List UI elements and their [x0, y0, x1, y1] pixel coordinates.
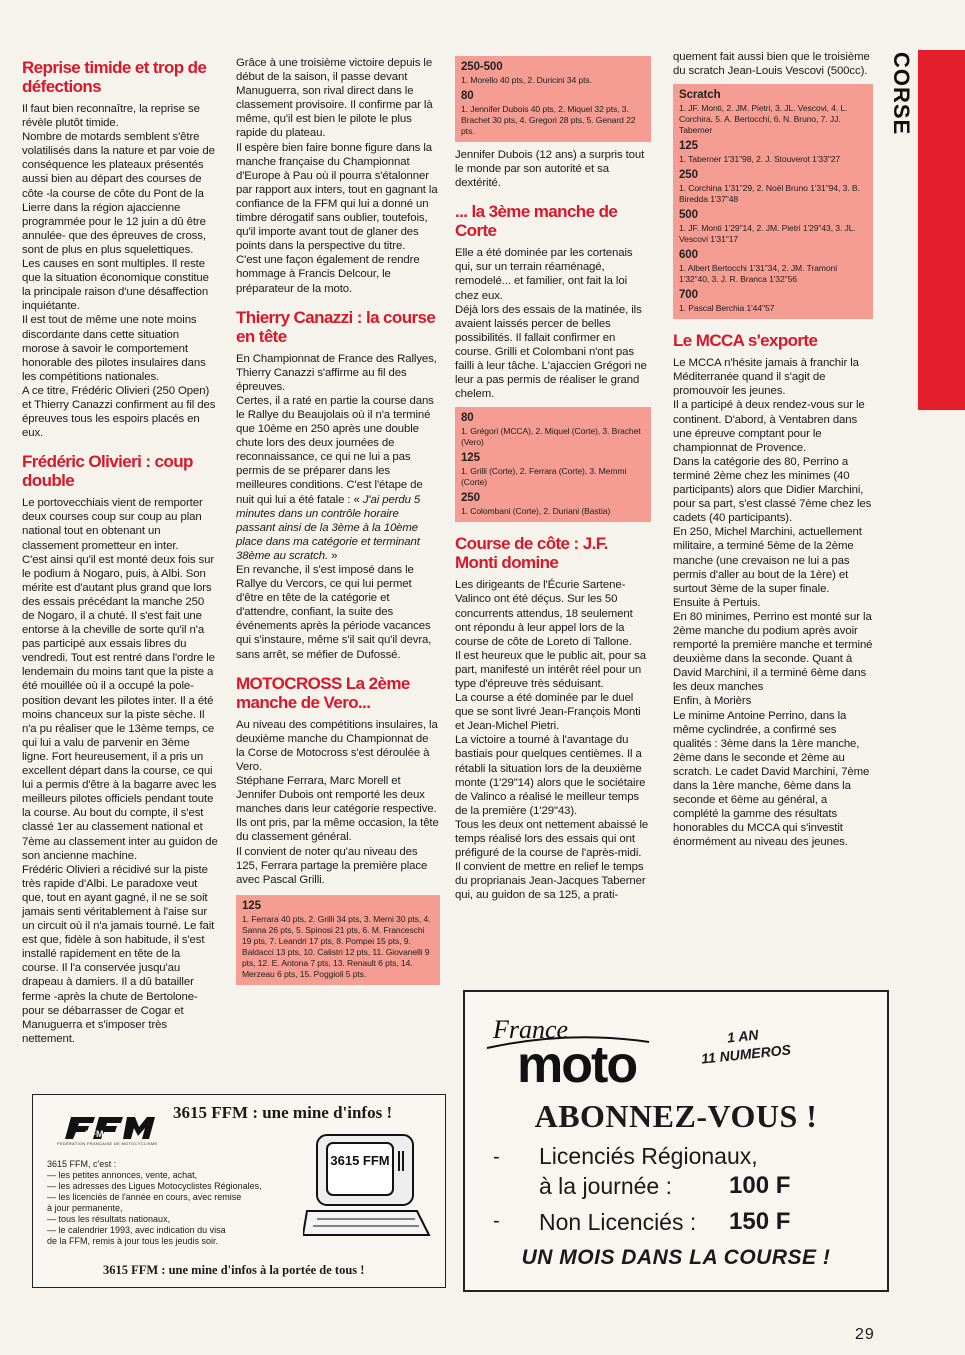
paragraph: En revanche, il s'est imposé dans le Rallye du Vercors, ce qui lui permet d'être en tête de la catégorie et d'attendre, confiant, la suite des événements après la période vacances qui s'instaure, même s'il sait qu'il devra, sans arrêt, se méfier de Dufossé. — [236, 564, 432, 661]
ffm-intro: 3615 FFM, c'est : — [47, 1159, 117, 1169]
fm-dash: - — [493, 1210, 500, 1232]
paragraph: Il est tout de même une note moins discordante dans cette situation morose à savoir le comportement honorable des pilotes insulaires dans les compétitions nationales. — [22, 314, 206, 383]
results-line: 1. Taberner 1'31"98, 2. J. Stouverot 1'33"27 — [679, 154, 841, 165]
paragraph: Tous les deux ont nettement abaissé le temps réalisé lors des essais qui ont préfiguré de la course de l'après-midi. — [455, 818, 649, 860]
paragraph: C'est ainsi qu'il est monté deux fois sur le podium à Nogaro, puis, à Albi. Son mérite est d'autant plus grand que lors des essais précédant la manche 250 de Nogaro, il a chuté. Il s'est fait une entorse à la cheville de sorte qu'il n'a pas participé aux essais libres du vendredi. Tout est rentré dans l'ordre le lendemain du moins tant que la piste a été mouillée où il a occupé la pole-position devant les pilotes inter. Il a été moins chanceux sur la piste sèche. Il n'a pu réaliser que le 13ème temps, ce qui lui a valu de parvenir en 3ème ligne. Fort heureusement, il a pris un excellent départ dans la course, ce qui lui a permis d'être à la bagarre avec les meilleurs pilotes officiels pendant toute la course. Au bout du compte, il s'est classé 1er au classement national et 7ème au classement inter au guidon de son ancienne machine. — [22, 553, 218, 862]
paragraph: A ce titre, Frédéric Olivieri (250 Open) et Thierry Canazzi confirment au fil des épreuves tous les espoirs placés en eux. — [22, 384, 216, 440]
section-tag: CORSE — [889, 52, 914, 136]
results-category: 600 — [679, 249, 698, 262]
fm-row1-label1: Licenciés Régionaux, — [539, 1143, 758, 1169]
svg-text:FFM: FFM — [85, 1129, 104, 1139]
paragraph: La course a été dominée par le duel que se sont livré Jean-François Monti et Jean-Michel Pietri. — [455, 692, 641, 733]
results-category: 80 — [461, 412, 474, 425]
ffm-item: — les adresses des Ligues Motocyclistes Régionales, — [47, 1181, 262, 1191]
results-category: 125 — [242, 899, 261, 912]
heading-course-de-cote: Course de côte : J.F. Monti domine — [455, 534, 608, 573]
heading-olivieri: Frédéric Olivieri : coup double — [22, 452, 193, 491]
paragraph: Ils ont pris, par la même occasion, la tête du classement général. — [236, 817, 439, 844]
ffm-bottom-line: 3615 FFM : une mine d'infos à la portée de tous ! — [103, 1263, 365, 1277]
text-run: Certes, il a raté en partie la course dans le Rallye du Beaujolais où il n'a terminé que 10ème en 250 après une double chute lors des deux journées de reconnaissance, ce qui ne lui a pas permis de se préparer dans les meilleures conditions. C'est l'étape de nuit qui lui a été fatale : « — [236, 394, 434, 506]
column-1 — [22, 56, 218, 1046]
paragraph: Il est heureux que le public ait, pour sa part, manifesté un intérêt réel pour un type d'épreuve très séduisant. — [455, 649, 646, 690]
france-moto-advertisement — [463, 990, 889, 1292]
column-2 — [236, 56, 440, 985]
fm-tag-1: 1 AN — [726, 1026, 760, 1046]
paragraph: Il espère bien faire bonne figure dans la manche française du Championnat d'Europe à Pau où il pourra s'étalonner par rapport aux inters, tout en gagnant la confiance de la FFM qui lui a donné un timbre dérogatif sans oublier, toutefois, qu'il importe avant tout de glaner des points dans la perspective du titre. — [236, 141, 438, 253]
paragraph — [236, 394, 440, 563]
text-run: » — [328, 549, 338, 562]
results-line: 1. Morello 40 pts, 2. Duricini 34 pts. — [461, 75, 592, 85]
heading-mcca: Le MCCA s'exporte — [673, 331, 818, 351]
fm-tag-2: 11 NUMEROS — [700, 1041, 792, 1067]
page-number: 29 — [855, 1326, 875, 1343]
paragraph: Ensuite à Pertuis. — [673, 596, 761, 609]
ffm-item: — le calendrier 1993, avec indication du visa — [47, 1225, 226, 1235]
results-box — [455, 407, 651, 522]
paragraph: Elle a été dominée par les cortenais qui, sur un terrain réaménagé, remodelé... et familier, ont fait la loi chez eux. — [455, 247, 633, 302]
fm-row2-price: 150 F — [729, 1208, 791, 1235]
ffm-logo — [65, 1113, 155, 1141]
paragraph: Stéphane Ferrara, Marc Morell et Jennifer Dubois ont remporté les deux manches dans leur catégorie respective. — [236, 775, 437, 816]
results-category: 80 — [461, 90, 474, 102]
france-moto-logo — [479, 1012, 719, 1086]
logo-script: France — [493, 1015, 569, 1044]
paragraph: Le minime Antoine Perrino, dans la même cyclindrée, a confirmé ses qualités : 3ème dans la 1ère manche, 2ème dans le seconde et 2ème au scratch. Le cadet David Marchini, 7ème dans la 1ère manche, 6ème dans la seconde et 6ème au général, a complété la gamme des résultats honorables du MCCA qui s'investit énormément au niveau des jeunes. — [673, 709, 870, 849]
ffm-item: à jour permanente, — [47, 1203, 123, 1213]
paragraph: Enfin, à Morièrs — [673, 695, 752, 708]
results-line: 1. Ferrara 40 pts, 2. Grilli 34 pts, 3. Memi 30 pts, 4. Sanna 26 pts, 5. Spinosi 21 pts, 6. M. Franceschi 19 pts, 7. Leandri 17 pts, 8. Pompei 15 pts, 9. Baldacci 13 pts, 10. Calistri 12 pts, 11. Giovanelli 9 pts, 12. E. Antona 7 pts, 13. Renault 6 pts, 14. Merzeau 6 pts, 15. Poggioli 5 pts. — [242, 913, 431, 979]
results-category: 125 — [679, 140, 698, 153]
paragraph: Il convient de noter qu'au niveau des 125, Ferrara partage la première place avec Pascal Grilli. — [236, 845, 428, 886]
paragraph: Au niveau des compétitions insulaires, la deuxième manche du Championnat de la Corse de Motocross s'est déroulée à Vero. — [236, 718, 438, 773]
quote: J'ai perdu 5 minutes dans un contrôle horaire passant ainsi de la 3ème à la 10ème place dans ma catégorie et terminant 38ème au scratch. — [236, 493, 421, 562]
results-line: 1. Colombani (Corte), 2. Duriani (Bastia) — [461, 506, 611, 517]
results-line: 1. Pascal Berchia 1'44"57 — [679, 303, 775, 314]
fm-dash: - — [493, 1146, 500, 1168]
logo-main: moto — [517, 1036, 637, 1086]
results-category: 250 — [461, 492, 480, 505]
paragraph: En 250, Michel Marchini, actuellement militaire, a terminé 5ème de la 2ème manche (une crevaison ne lui a pas permis d'aller au bout de la 1ère) et surtout 3ème de la super finale. — [673, 526, 862, 595]
heading-motocross: MOTOCROSS La 2ème manche de Vero... — [236, 673, 410, 712]
ffm-item: de la FFM, remis à jour tous les jeudis soir. — [47, 1236, 219, 1246]
column-4 — [673, 50, 873, 849]
ffm-headline: 3615 FFM : une mine d'infos ! — [173, 1103, 393, 1122]
paragraph: Jennifer Dubois (12 ans) a surpris tout le monde par son autorité et sa dextérité. — [455, 149, 645, 190]
results-box — [236, 895, 440, 985]
paragraph: Le portovecchiais vient de remporter deux courses coup sur coup au plan national tout en obtenant un classement prometteur en inter. — [22, 497, 203, 552]
ffm-item: — tous les résultats nationaux, — [47, 1214, 171, 1224]
results-line: 1. Grégori (MCCA), 2. Miquel (Corte), 3. Brachet (Vero) — [461, 426, 641, 448]
paragraph: Il faut bien reconnaître, la reprise se révèle plutôt timide. — [22, 103, 200, 130]
fm-footer: UN MOIS DANS LA COURSE ! — [521, 1246, 831, 1269]
results-line: 1. Grilli (Corte), 2. Ferrara (Corte), 3. Memmi (Corte) — [461, 466, 627, 488]
paragraph: Déjà lors des essais de la matinée, ils avaient laissés percer de belles possibilités. Il fallait confirmer en course. Grilli et Colombani n'ont pas failli à leur tâche. L'ajaccien Grégori ne leur a pas permis de réaliser le grand chelem. — [455, 303, 647, 401]
results-category: 250 — [679, 169, 698, 182]
paragraph: Le MCCA n'hésite jamais à franchir la Méditerranée quand il s'agit de promouvoir les jeunes. — [673, 357, 859, 398]
minitel-screen-text: 3615 FFM — [330, 1153, 390, 1168]
results-category: 500 — [679, 209, 698, 222]
heading-reprise: Reprise timide et trop de défections — [22, 58, 207, 96]
paragraph: Il a participé à deux rendez-vous sur le continent. D'abord, à Ventabren dans une épreuve comptant pour le championnat de Provence. — [673, 399, 865, 454]
paragraph: Les causes en sont multiples. Il reste que la situation économique constitue la principale raison d'une désaffection inquiétante. — [22, 258, 209, 313]
heading-corte: ... la 3ème manche de Corte — [455, 202, 618, 241]
section-sidebar — [918, 50, 965, 410]
paragraph: Nombre de motards semblent s'être volatilisés dans la nature et par voie de conséquence les plateaux présentés aussi bien au départ des courses de côte -la course de côte du Pont de la Lierre dans la région ajaccienne programmée pour le 12 juin a dû être annulée- que des épreuves de cross, sont de plus en plus squelettiques. — [22, 131, 215, 256]
paragraph: En Championnat de France des Rallyes, Thierry Canazzi s'affirme au fil des épreuves. — [236, 352, 437, 393]
results-category: 250-500 — [461, 61, 503, 73]
results-line: 1. JF. Monti, 2. JM. Pietri, 3. JL. Vescovi, 4. L. Corchira, 5. A. Bertocchi, 6. N. Bruno, 7. JJ. Taberner — [679, 103, 848, 136]
ffm-advertisement — [32, 1094, 446, 1288]
paragraph: Frédéric Olivieri a récidivé sur la piste très rapide d'Albi. Le paradoxe veut que, tout en ayant gagné, il ne se soit jamais senti véritablement à l'aise sur un circuit où il n'a jamais tourné. Le fait est que, fidèle à son habitude, il s'est installé rapidement en tête de la course. Il l'a conservée jusqu'au drapeau à damiers. Il a dû batailler ferme -après la chute de Bertolone- pour se débarrasser de Cogar et Manuguerra et s'imposer très nettement. — [22, 863, 215, 1045]
results-box — [673, 84, 873, 319]
fm-row2-label: Non Licenciés : — [539, 1209, 697, 1235]
paragraph: Il convient de mettre en relief le temps du proprianais Jean-Jacques Taberner qui, au guidon de sa 125, a prati- — [455, 861, 646, 902]
results-line: 1. Jennifer Dubois 40 pts, 2. Miquel 32 pts, 3. Brachet 30 pts, 4. Gregori 28 pts, 5. Genard 22 pts. — [461, 104, 636, 136]
ffm-item: — les licenciés de l'année en cours, avec remise — [47, 1192, 242, 1202]
results-category: 700 — [679, 289, 698, 302]
results-category: Scratch — [679, 89, 721, 102]
fm-row1-price: 100 F — [729, 1172, 791, 1199]
results-box — [455, 56, 651, 142]
paragraph: Grâce à une troisième victoire depuis le début de la saison, il passe devant Manuguerra, son rival direct dans le classement provisoire. Il confirme par là même, qu'il est bien le pilote le plus rapide du plateau. — [236, 57, 433, 140]
paragraph: Les dirigeants de l'Écurie Sartene-Valinco ont été déçus. Sur les 50 concurrents attendus, 18 seulement ont répondu à leur appel lors de la course de côte de Loreto di Tallone. — [455, 579, 633, 648]
paragraph: quement fait aussi bien que le troisième du scratch Jean-Louis Vescovi (500cc). — [673, 51, 870, 78]
ffm-services-list — [47, 1159, 327, 1247]
paragraph: C'est une façon également de rendre hommage à Francis Delcour, le préparateur de la moto. — [236, 254, 420, 295]
results-line: 1. Corchina 1'31"29, 2. Noël Bruno 1'31"94, 3. B. Biredda 1'37"48 — [679, 183, 860, 205]
heading-canazzi: Thierry Canazzi : la course en tête — [236, 307, 436, 346]
results-line: 1. Albert Bertocchi 1'31"34, 2. JM. Tramoni 1'32"40, 3. J. R. Branca 1'32"56 — [679, 263, 838, 285]
paragraph: En 80 minimes, Perrino est monté sur la 2ème manche du podium après avoir remporté la première manche et terminé deuxième dans la seconde. Quant à David Marchini, il a terminé 6ème dans les deux manches — [673, 610, 873, 694]
fm-row1-label2: à la journée : — [539, 1173, 672, 1199]
ffm-logo-tagline: FÉDÉRATION FRANÇAISE DE MOTOCYCLISME — [57, 1141, 158, 1146]
ffm-item: — les petites annonces, vente, achat, — [47, 1170, 198, 1180]
fm-headline: ABONNEZ-VOUS ! — [534, 1098, 818, 1134]
results-line: 1. JF. Monti 1'29"14, 2. JM. Pietri 1'29"43, 3. JL. Vescovi 1'31"17 — [679, 223, 856, 245]
results-category: 125 — [461, 452, 480, 465]
column-3 — [455, 56, 651, 902]
paragraph: Dans la catégorie des 80, Perrino a terminé 2ème chez les minimes (40 participants) alors que Didier Marchini, pour sa part, s'est classé 7ème chez les cadets (40 participants). — [673, 455, 872, 525]
paragraph: La victoire a tourné à l'avantage du bastiais pour quelques centièmes. Il a rétabli la situation lors de la deuxième monte (1'29"14) alors que le sociétaire de Valinco a réalisé le meilleur temps de la première (1'29"43). — [455, 734, 646, 817]
